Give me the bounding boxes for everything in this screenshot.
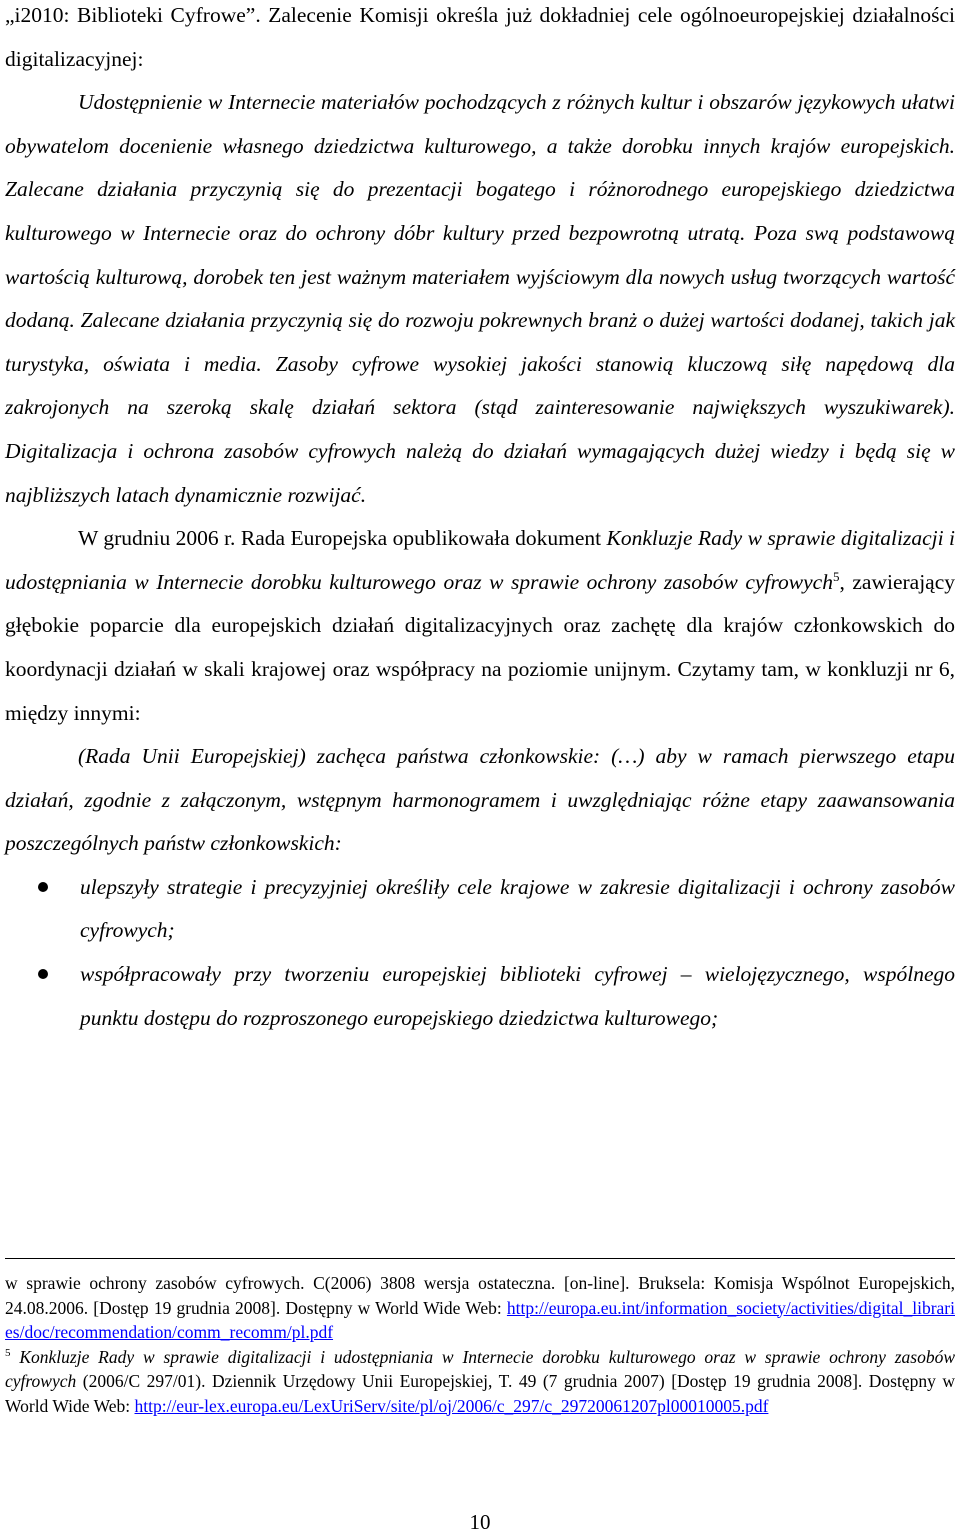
footnote-separator	[5, 1258, 955, 1259]
page-number: 10	[469, 1510, 491, 1534]
footnote-number: 5	[5, 1346, 11, 1359]
footnote-5	[5, 1345, 955, 1419]
list-item-text: współpracowały przy tworzeniu europejskiej biblioteki cyfrowej – wielojęzycznego, wspólnego punktu dostępu do rozproszonego europejskiego dziedzictwa kulturowego;	[80, 962, 955, 1030]
quote-paragraph: (Rada Unii Europejskiej) zachęca państwa członkowskie: (…) aby w ramach pierwszego etapu działań, zgodnie z załączonym, wstępnym harmonogramem i uwzględniając różne etapy zaawansowania poszczególnych państw członkowskich:	[5, 744, 955, 856]
paragraph-rest: , zawierający głębokie poparcie dla europejskich działań digitalizacyjnych oraz zachętę dla krajów członkowskich do koordynacji działań w skali krajowej oraz współpracy na poziomie unijnym. Czytamy tam, w konkluzji nr 6, między innymi:	[5, 569, 955, 725]
footnote-4	[5, 1271, 955, 1345]
italic-quotation: Udostępnienie w Internecie materiałów pochodzących z różnych kultur i obszarów językowych ułatwi obywatelom docenienie własnego dziedzictwa kulturowego, a także dorobku innych krajów europejskich. Zalecane działania przyczynią się do prezentacji bogatego i różnorodnego europejskiego dziedzictwa kulturowego w Internecie oraz do ochrony dóbr kultury przed bezpowrotną utratą. Poza swą podstawową wartością kulturową, dorobek ten jest ważnym materiałem wyjściowym dla nowych usług tworzących wartość dodaną. Zalecane działania przyczynią się do rozwoju pokrewnych branż o dużej wartości dodanej, takich jak turystyka, oświata i media. Zasoby cyfrowe wysokiej jakości stanowią kluczową siłę napędową dla zakrojonych na szeroką skalę działań sektora (stąd zainteresowanie największych wyszukiwarek). Digitalizacja i ochrona zasobów cyfrowych należą do działań wymagających dużej wiedzy i będą się w najbliższych latach dynamicznie rozwijać.	[5, 90, 955, 507]
body-text	[5, 0, 955, 1040]
list-item-text: ulepszyły strategie i precyzyjniej określiły cele krajowe w zakresie digitalizacji i ochrony zasobów cyfrowych;	[80, 874, 955, 943]
paragraph-quoted-recommendation	[5, 81, 955, 517]
paragraph-council-conclusions	[5, 517, 955, 735]
list-item	[5, 866, 955, 953]
bullet-icon	[38, 969, 48, 979]
footnote-link[interactable]: http://europa.eu.int/information_society/activities/digital_libraries/doc/recommendation/comm_recomm/pl.pdf	[5, 1297, 955, 1342]
footnote-reference[interactable]: 5	[832, 568, 840, 584]
footnote-text: (2006/C 297/01). Dziennik Urzędowy Unii Europejskiej, T. 49 (7 grudnia 2007) [Dostęp 19 grudnia 2008]. Dostępny w World Wide Web:	[5, 1371, 955, 1416]
footnote-text: w sprawie ochrony zasobów cyfrowych. C(2006) 3808 wersja ostateczna. [on-line]. Bruksela: Komisja Wspólnot Europejskich, 24.08.2006. [Dostęp 19 grudnia 2008]. Dostępny w World Wide Web:	[5, 1273, 955, 1318]
paragraph-intro: „i2010: Biblioteki Cyfrowe”. Zalecenie Komisji określa już dokładniej cele ogólnoeuropejskiej działalności digitalizacyjnej:	[5, 3, 955, 71]
document-page	[5, 0, 955, 1536]
bullet-icon	[38, 882, 48, 892]
footnote-title-italic: Konkluzje Rady w sprawie digitalizacji i udostępniania w Internecie dorobku kulturowego oraz w sprawie ochrony zasobów cyfrowych	[5, 1346, 955, 1391]
document-title-italic: Konkluzje Rady w sprawie digitalizacji i udostępniania w Internecie dorobku kulturowego oraz w sprawie ochrony zasobów cyfrowych	[5, 526, 955, 594]
list-item	[5, 953, 955, 1040]
footnotes-section	[5, 1258, 955, 1418]
paragraph-lead: W grudniu 2006 r. Rada Europejska opublikowała dokument	[78, 526, 607, 551]
bullet-list	[5, 866, 955, 1040]
footnote-link[interactable]: http://eur-lex.europa.eu/LexUriServ/site/pl/oj/2006/c_297/c_29720061207pl00010005.pdf	[134, 1395, 769, 1416]
